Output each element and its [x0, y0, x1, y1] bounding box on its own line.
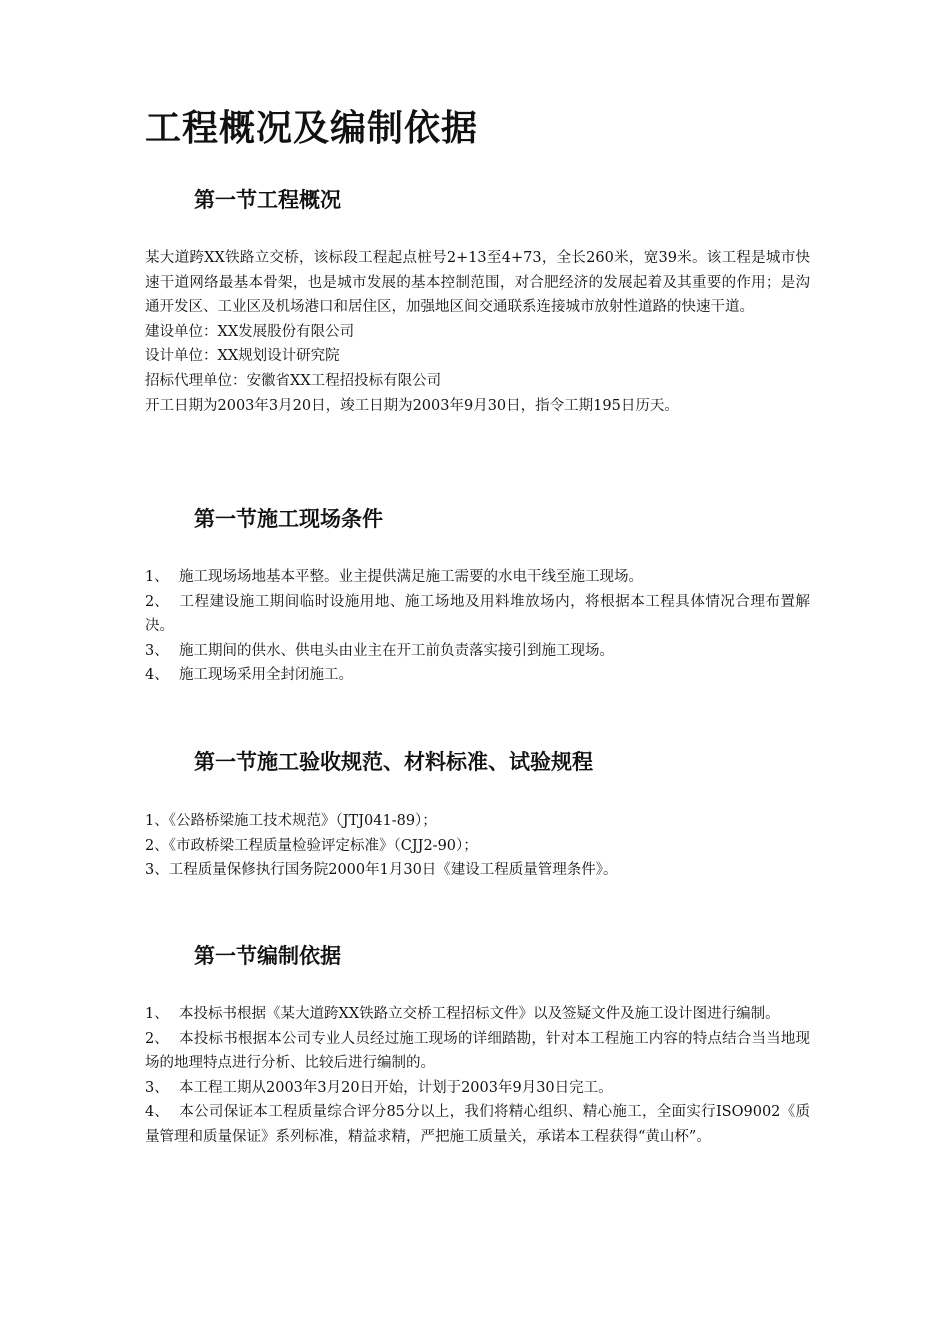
list-item [145, 1027, 810, 1076]
list-item [145, 1100, 810, 1149]
section-heading-overview: 第一节工程概况 [194, 187, 341, 212]
item-text: 工程建设施工期间临时设施用地、施工场地及用料堆放场内，将根据本工程具体情况合理布置解决。 [145, 593, 810, 635]
section-body-basis [145, 1002, 810, 1150]
section-heading-site-conditions: 第一节施工现场条件 [194, 506, 383, 531]
list-item [145, 1002, 810, 1027]
item-number: 4、 [145, 1104, 169, 1121]
list-item [145, 663, 810, 688]
list-item [145, 858, 810, 883]
item-text: 本投标书根据本公司专业人员经过施工现场的详细踏勘，针对本工程施工内容的特点结合当当地现场的地理特点进行分析、比较后进行编制的。 [145, 1030, 810, 1072]
list-item [145, 590, 810, 639]
overview-paragraph: 某大道跨XX铁路立交桥，该标段工程起点桩号2+13至4+73，全长260米，宽39米。该工程是城市快速干道网络最基本骨架，也是城市发展的基本控制范围，对合肥经济的发展起着及其重要的作用；是沟通开发区、工业区及机场港口和居住区，加强地区间交通联系连接城市放射性道路的快速干道。 [145, 250, 810, 316]
item-text: 《公路桥梁施工技术规范》（JTJ041-89）； [168, 813, 437, 829]
item-number: 2、 [145, 1030, 169, 1047]
item-text: 施工期间的供水、供电头由业主在开工前负责落实接引到施工现场。 [179, 642, 614, 659]
item-text: 工程质量保修执行国务院2000年1月30日《建设工程质量管理条件》。 [168, 862, 618, 879]
item-number: 2、 [145, 593, 169, 610]
section-body-site-conditions [145, 565, 810, 688]
list-item [145, 639, 810, 664]
item-text: 本工程工期从2003年3月20日开始，计划于2003年9月30日完工。 [179, 1079, 613, 1096]
item-text: 《市政桥梁工程质量检验评定标准》（CJJ2-90）； [168, 837, 478, 854]
item-number: 3、 [145, 862, 169, 879]
item-text: 施工现场采用全封闭施工。 [179, 667, 353, 684]
item-text: 施工现场场地基本平整。业主提供满足施工需要的水电干线至施工现场。 [179, 569, 643, 585]
owner-line: 建设单位：XX发展股份有限公司 [145, 323, 355, 340]
section-heading-basis: 第一节编制依据 [194, 943, 341, 968]
item-text: 本公司保证本工程质量综合评分85分以上，我们将精心组织、精心施工，全面实行ISO9002《质量管理和质量保证》系列标准，精益求精，严把施工质量关，承诺本工程获得“黄山杯”。 [145, 1104, 810, 1145]
section-body-standards [145, 809, 810, 883]
item-number: 4、 [145, 667, 169, 684]
section-body-overview [145, 246, 810, 418]
list-item [145, 1076, 810, 1101]
item-number: 3、 [145, 642, 169, 659]
schedule-line: 开工日期为2003年3月20日，竣工日期为2003年9月30日，指令工期195日历天。 [145, 397, 679, 414]
item-number: 1、 [145, 1006, 169, 1022]
page-title: 工程概况及编制依据 [145, 107, 479, 149]
section-heading-standards: 第一节施工验收规范、材料标准、试验规程 [194, 749, 593, 774]
list-item [145, 565, 810, 590]
item-text: 本投标书根据《某大道跨XX铁路立交桥工程招标文件》以及签疑文件及施工设计图进行编制。 [179, 1006, 780, 1022]
agent-line: 招标代理单位：安徽省XX工程招投标有限公司 [145, 372, 442, 389]
item-number: 3、 [145, 1079, 169, 1096]
designer-line: 设计单位：XX规划设计研究院 [145, 348, 340, 365]
list-item [145, 809, 810, 834]
item-number: 1、 [145, 813, 169, 829]
item-number: 1、 [145, 569, 169, 585]
item-number: 2、 [145, 837, 169, 854]
list-item [145, 834, 810, 859]
